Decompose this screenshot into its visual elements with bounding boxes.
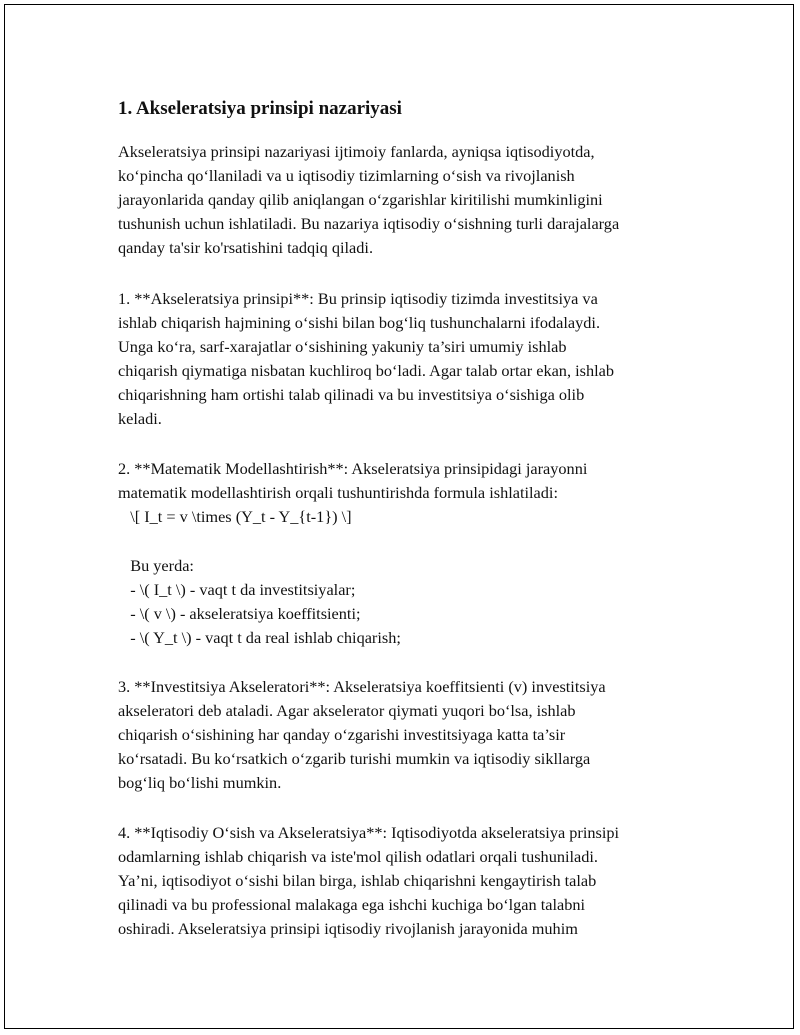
definition-line: - \( Y_t \) - vaqt t da real ishlab chiqarish; [118,628,401,647]
intro-line: tushunish uchun ishlatiladi. Bu nazariya iqtisodiy o‘sishning turli darajalarga [118,214,620,233]
section1-line: Unga ko‘ra, sarf-xarajatlar o‘sishining yakuniy ta’siri umumiy ishlab [118,337,567,356]
section4-line: oshiradi. Akseleratsiya prinsipi iqtisodiy rivojlanish jarayonida muhim [118,919,578,938]
section1-line: chiqarish qiymatiga nisbatan kuchliroq bo‘ladi. Agar talab ortar ekan, ishlab [118,361,614,380]
definition-line: - \( v \) - akseleratsiya koeffitsienti; [118,604,361,623]
formula-line: \[ I_t = v \times (Y_t - Y_{t-1}) \] [118,507,352,526]
definition-line: - \( I_t \) - vaqt t da investitsiyalar; [118,580,356,599]
intro-line: Akseleratsiya prinsipi nazariyasi ijtimoiy fanlarda, ayniqsa iqtisodiyotda, [118,142,595,161]
section1-line: 1. **Akseleratsiya prinsipi**: Bu prinsip iqtisodiy tizimda investitsiya va [118,289,598,308]
section2-line: matematik modellashtirish orqali tushuntirishda formula ishlatiladi: [118,483,558,502]
section4-line: odamlarning ishlab chiqarish va iste'mol qilish odatlari orqali tushuniladi. [118,847,598,866]
document-page [4,4,794,1029]
document-title: 1. Akseleratsiya prinsipi nazariyasi [118,98,402,119]
section1-line: keladi. [118,409,162,428]
section1-line: ishlab chiqarish hajmining o‘sishi bilan bog‘liq tushunchalarni ifodalaydi. [118,313,601,332]
section3-line: chiqarish o‘sishining har qanday o‘zgarishi investitsiyaga katta ta’sir [118,725,566,744]
section1-line: chiqarishning ham ortishi talab qilinadi va bu investitsiya o‘sishiga olib [118,385,585,404]
section3-line: bog‘liq bo‘lishi mumkin. [118,773,282,792]
section3-line: akseleratori deb ataladi. Agar akselerator qiymati yuqori bo‘lsa, ishlab [118,701,576,720]
section4-line: Ya’ni, iqtisodiyot o‘sishi bilan birga, ishlab chiqarishni kengaytirish talab [118,871,597,890]
intro-line: ko‘pincha qo‘llaniladi va u iqtisodiy tizimlarning o‘sish va rivojlanish [118,166,575,185]
section3-line: ko‘rsatadi. Bu ko‘rsatkich o‘zgarib turishi mumkin va iqtisodiy sikllarga [118,749,591,768]
intro-line: jarayonlarida qanday qilib aniqlangan o‘zgarishlar kiritilishi mumkinligini [118,190,603,209]
section4-line: qilinadi va bu professional malakaga ega ishchi kuchiga bo‘lgan talabni [118,895,586,914]
intro-line: qanday ta'sir ko'rsatishini tadqiq qiladi. [118,238,374,257]
section3-line: 3. **Investitsiya Akseleratori**: Akseleratsiya koeffitsienti (v) investitsiya [118,677,606,696]
section2-line: 2. **Matematik Modellashtirish**: Akseleratsiya prinsipidagi jarayonni [118,459,588,478]
section2-line: Bu yerda: [118,556,194,575]
section4-line: 4. **Iqtisodiy O‘sish va Akseleratsiya**: Iqtisodiyotda akseleratsiya prinsipi [118,823,620,842]
